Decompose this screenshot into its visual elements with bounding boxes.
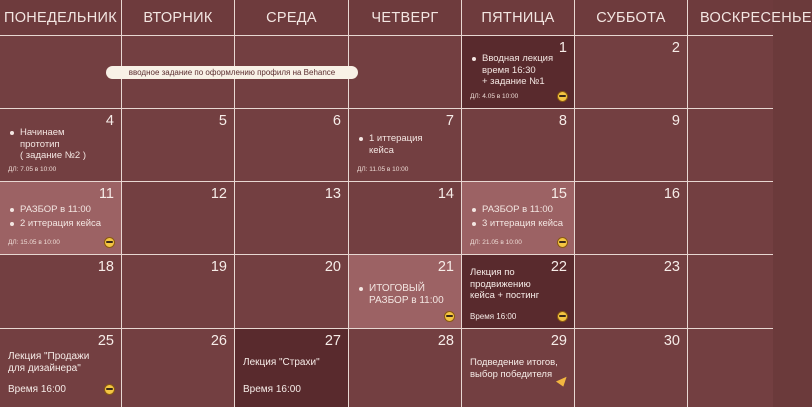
event-line: кейса — [369, 144, 394, 156]
day-number: 26 — [210, 333, 227, 349]
event-item — [8, 204, 115, 216]
day-cell-19[interactable] — [122, 255, 235, 329]
day-cell-13[interactable] — [235, 182, 349, 255]
event-text — [470, 357, 558, 381]
header-monday: ПОНЕДЕЛЬНИК — [0, 0, 122, 36]
deadline-label: ДЛ: 11.05 в 10:00 — [357, 166, 409, 173]
event-text — [243, 357, 320, 369]
day-number: 28 — [437, 333, 454, 349]
day-cell-27[interactable] — [235, 329, 349, 407]
day-cell-9[interactable] — [575, 109, 688, 182]
day-number: 7 — [445, 113, 454, 129]
day-number: 29 — [550, 333, 567, 349]
day-cell-7[interactable] — [349, 109, 462, 182]
day-number: 21 — [437, 259, 454, 275]
day-number: 15 — [550, 186, 567, 202]
day-cell-22[interactable] — [462, 255, 575, 329]
event-line: прототип — [20, 138, 60, 150]
day-number: 9 — [671, 113, 680, 129]
event-list — [357, 283, 455, 309]
day-cell-28[interactable] — [349, 329, 462, 407]
day-cell-24[interactable] — [688, 255, 773, 329]
nerd-face-icon — [444, 311, 455, 322]
day-number: 27 — [324, 333, 341, 349]
event-line: Лекция по — [470, 267, 515, 278]
day-number: 1 — [558, 40, 567, 56]
day-number: 6 — [332, 113, 341, 129]
nerd-face-icon — [557, 91, 568, 102]
event-time: Время 16:00 — [8, 384, 66, 395]
event-text — [8, 351, 89, 375]
day-number: 16 — [663, 186, 680, 202]
day-cell-20[interactable] — [235, 255, 349, 329]
event-item — [8, 218, 115, 230]
event-line: Вводная лекция — [482, 53, 554, 64]
day-cell-6[interactable] — [235, 109, 349, 182]
event-list — [8, 127, 115, 164]
day-cell-17[interactable] — [688, 182, 773, 255]
day-number: 5 — [218, 113, 227, 129]
event-line: Лекция "Продажи — [8, 351, 90, 362]
header-tuesday: ВТОРНИК — [122, 0, 235, 36]
day-cell-10[interactable] — [688, 109, 773, 182]
event-time: Время 16:00 — [243, 384, 301, 395]
day-cell-15[interactable] — [462, 182, 575, 255]
event-item — [357, 283, 455, 307]
event-line: Начинаем — [20, 127, 65, 138]
header-wednesday: СРЕДА — [235, 0, 349, 36]
day-number: 14 — [437, 186, 454, 202]
day-cell-14[interactable] — [349, 182, 462, 255]
day-number: 30 — [663, 333, 680, 349]
event-line: РАЗБОР в 11:00 — [369, 295, 444, 306]
event-list — [470, 53, 568, 90]
day-cell-empty[interactable] — [0, 36, 122, 109]
event-line: 1 иттерация — [369, 133, 423, 144]
event-line: 3 иттерация кейса — [482, 217, 564, 229]
day-cell-30[interactable] — [575, 329, 688, 407]
day-number: 25 — [97, 333, 114, 349]
deadline-label: ДЛ: 4.05 в 10:00 — [470, 93, 519, 100]
day-cell-25[interactable] — [0, 329, 122, 407]
event-line: Лекция "Страхи" — [243, 357, 320, 368]
deadline-label: ДЛ: 7.05 в 10:00 — [8, 166, 57, 173]
day-cell-12[interactable] — [122, 182, 235, 255]
day-number: 11 — [98, 186, 114, 202]
day-cell-26[interactable] — [122, 329, 235, 407]
event-line: ( задание №2 ) — [20, 150, 87, 161]
day-cell-8[interactable] — [462, 109, 575, 182]
day-cell-1[interactable] — [462, 36, 575, 109]
event-line: 2 иттерация кейса — [20, 217, 102, 229]
party-popper-icon — [556, 373, 569, 386]
day-number: 4 — [105, 113, 114, 129]
header-saturday: СУББОТА — [575, 0, 688, 36]
deadline-label: ДЛ: 21.05 в 10:00 — [470, 239, 522, 246]
day-number: 20 — [324, 259, 341, 275]
event-list — [470, 204, 568, 231]
event-line: Подведение итогов, — [470, 357, 558, 368]
day-cell-16[interactable] — [575, 182, 688, 255]
event-item — [470, 53, 568, 88]
event-line: ИТОГОВЫЙ — [369, 283, 425, 294]
event-banner-behance[interactable]: вводное задание по оформлению профиля на Behance — [106, 66, 358, 79]
event-line: для дизайнера" — [8, 363, 81, 374]
event-item — [470, 218, 568, 230]
nerd-face-icon — [104, 384, 115, 395]
day-number: 18 — [97, 259, 114, 275]
event-line: выбор победителя — [470, 369, 553, 380]
day-cell-3[interactable] — [688, 36, 773, 109]
nerd-face-icon — [557, 311, 568, 322]
event-line: кейса + постинг — [470, 290, 540, 301]
event-line: продвижению — [470, 278, 531, 290]
day-number: 22 — [550, 259, 567, 275]
event-item — [470, 204, 568, 216]
event-line: РАЗБОР в 11:00 — [482, 204, 553, 215]
day-cell-31[interactable] — [688, 329, 773, 407]
day-number: 2 — [671, 40, 680, 56]
header-friday: ПЯТНИЦА — [462, 0, 575, 36]
day-cell-11[interactable] — [0, 182, 122, 255]
event-item — [8, 127, 115, 162]
event-item — [357, 133, 455, 156]
nerd-face-icon — [557, 237, 568, 248]
event-text — [470, 267, 539, 302]
day-number: 19 — [210, 259, 227, 275]
day-number: 8 — [558, 113, 567, 129]
event-list — [8, 204, 115, 231]
event-line: + задание №1 — [482, 76, 545, 87]
day-cell-empty[interactable] — [349, 36, 462, 109]
day-number: 13 — [324, 186, 341, 202]
nerd-face-icon — [104, 237, 115, 248]
day-cell-18[interactable] — [0, 255, 122, 329]
day-cell-5[interactable] — [122, 109, 235, 182]
day-cell-2[interactable] — [575, 36, 688, 109]
day-number: 23 — [663, 259, 680, 275]
header-thursday: ЧЕТВЕРГ — [349, 0, 462, 36]
event-line: время 16:30 — [482, 64, 536, 76]
event-time: Время 16:00 — [470, 312, 517, 321]
day-cell-21[interactable] — [349, 255, 462, 329]
event-list — [357, 133, 455, 158]
day-cell-4[interactable] — [0, 109, 122, 182]
header-sunday: ВОСКРЕСЕНЬЕ — [688, 0, 773, 36]
day-cell-23[interactable] — [575, 255, 688, 329]
day-cell-29[interactable] — [462, 329, 575, 407]
day-number: 12 — [210, 186, 227, 202]
deadline-label: ДЛ: 15.05 в 10:00 — [8, 239, 60, 246]
event-line: РАЗБОР в 11:00 — [20, 204, 91, 215]
